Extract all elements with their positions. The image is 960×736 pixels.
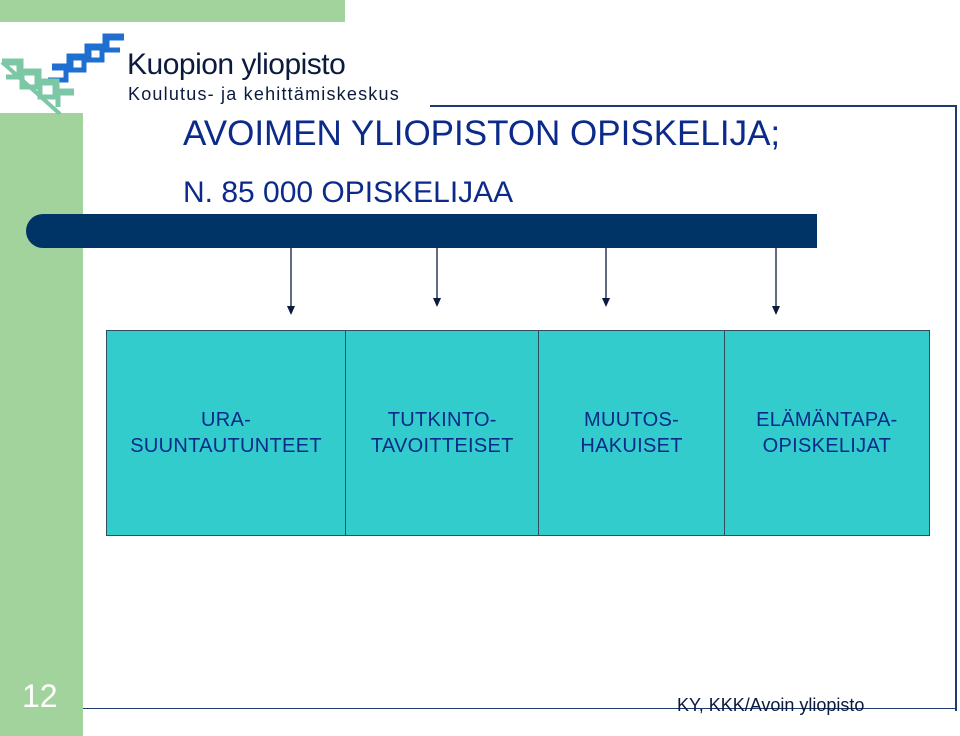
category-boxes (106, 330, 930, 536)
footer-text: KY, KKK/Avoin yliopisto (677, 695, 865, 715)
category-label-line2: TAVOITTEISET (370, 435, 514, 457)
slide-title: AVOIMEN YLIOPISTON OPISKELIJA; (183, 114, 781, 153)
university-logo-stairs-icon (0, 22, 130, 117)
category-box-elamantapa (725, 331, 929, 535)
page-number: 12 (22, 678, 58, 714)
unit-name: Koulutus- ja kehittämiskeskus (128, 84, 400, 104)
category-label-line2: SUUNTAUTUNTEET (130, 435, 322, 457)
down-arrow-icon (772, 248, 780, 315)
header-bar (26, 214, 817, 248)
category-label-line1: ELÄMÄNTAPA- (756, 409, 898, 431)
category-label-line2: HAKUISET (580, 435, 683, 457)
top-green-band (0, 0, 345, 22)
category-label-line1: TUTKINTO- (387, 409, 497, 431)
frame-right-line (955, 105, 957, 711)
category-label-line2: OPISKELIJAT (762, 435, 892, 457)
left-green-band (0, 113, 83, 736)
category-label-line1: MUUTOS- (584, 409, 680, 431)
frame-top-line (430, 105, 957, 107)
down-arrow-icon (433, 248, 441, 307)
down-arrow-icon (287, 248, 295, 315)
slide-subtitle: N. 85 000 OPISKELIJAA (183, 176, 514, 209)
category-box-tutkinto (346, 331, 539, 535)
down-arrow-icon (602, 248, 610, 307)
university-name: Kuopion yliopisto (127, 48, 346, 81)
category-box-muutos (539, 331, 724, 535)
category-label-line1: URA- (201, 409, 252, 431)
category-box-ura (107, 331, 346, 535)
